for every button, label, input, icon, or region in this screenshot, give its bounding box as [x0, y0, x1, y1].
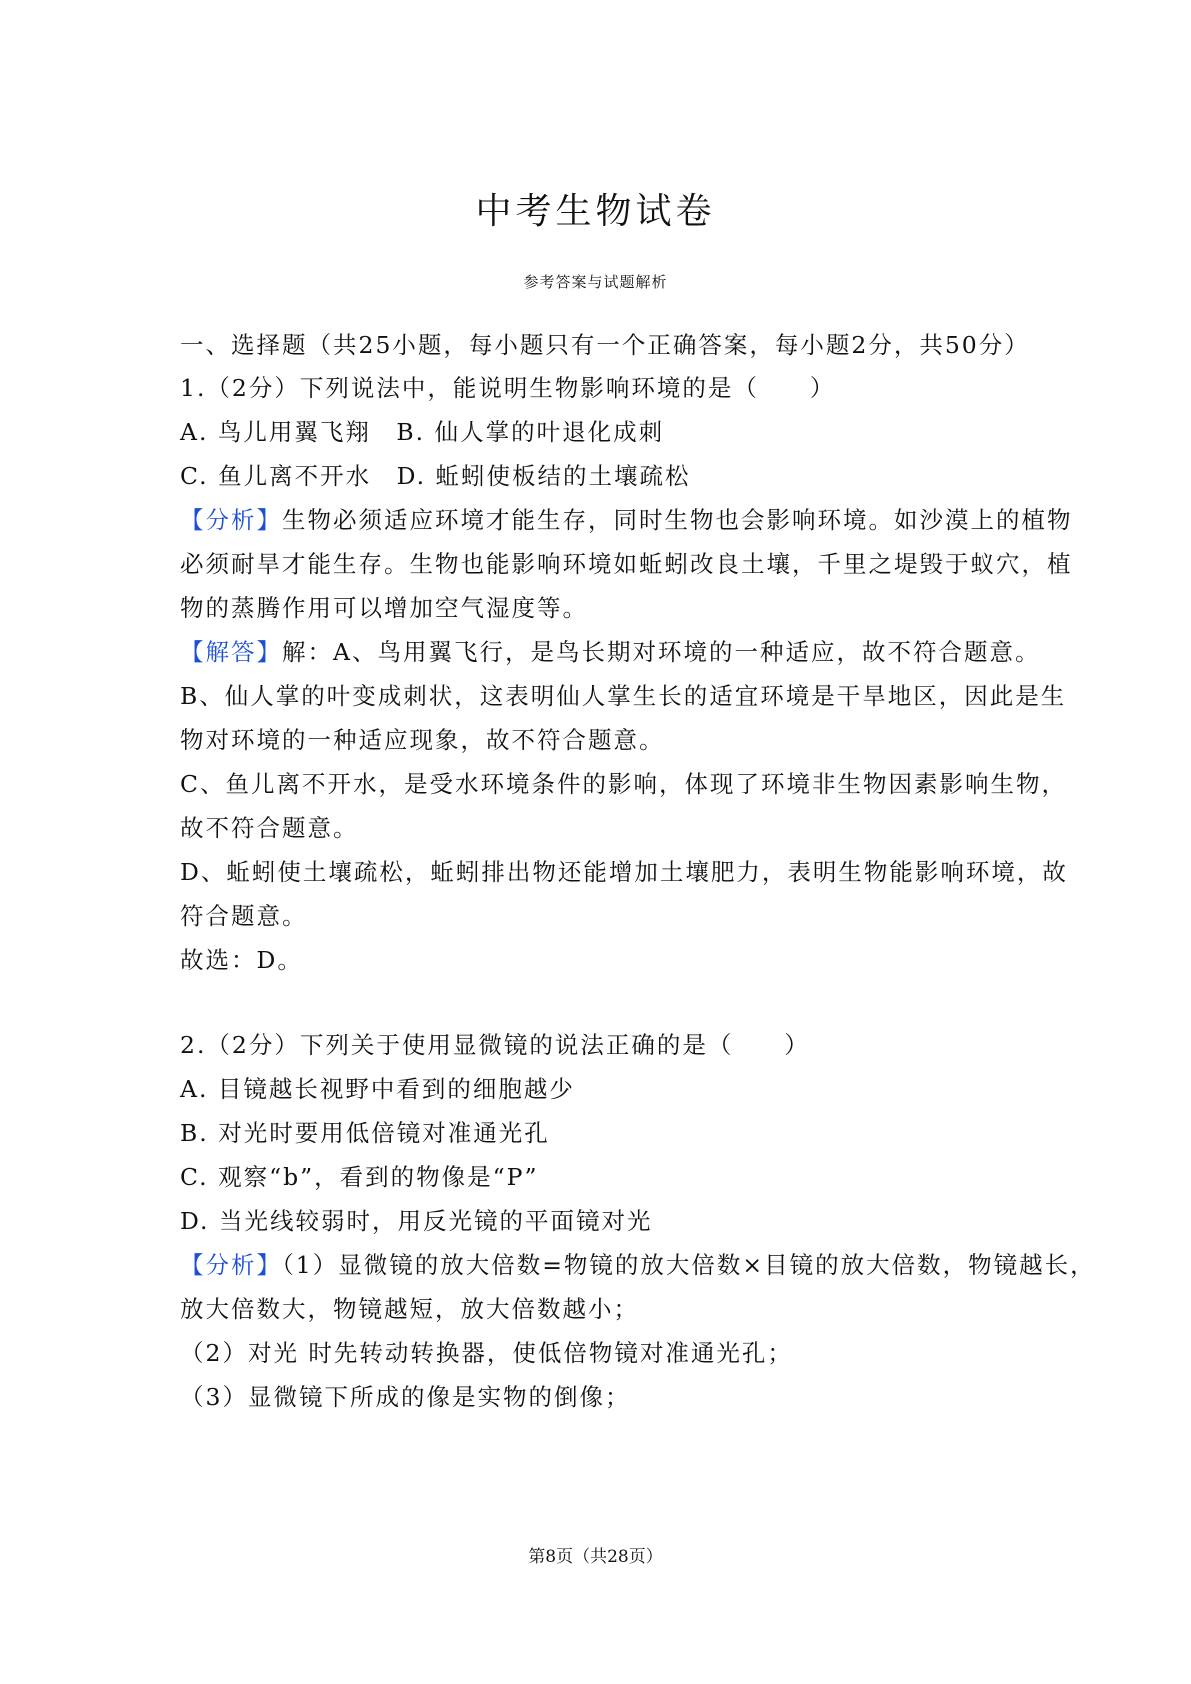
analysis-text: 生物必须适应环境才能生存，同时生物也会影响环境。如沙漠上的植物: [282, 506, 1073, 534]
question-1-options-line: A. 鸟儿用翼飞翔 B. 仙人掌的叶退化成刺: [180, 418, 665, 446]
question-2-stem: 2.（2分）下列关于使用显微镜的说法正确的是（ ）: [180, 1031, 810, 1059]
question-2-option: D. 当光线较弱时，用反光镜的平面镜对光: [180, 1207, 653, 1235]
question-2-analysis-line: [180, 1250, 1096, 1280]
question-2-option: B. 对光时要用低倍镜对准通光孔: [180, 1119, 550, 1147]
question-1-analysis-line: 物的蒸腾作用可以增加空气湿度等。: [180, 594, 588, 622]
section-heading: 一、选择题（共25小题，每小题只有一个正确答案，每小题2分，共50分）: [180, 331, 1030, 359]
analysis-tag: 【分析】: [180, 1251, 282, 1279]
document-title: 中考生物试卷: [475, 191, 716, 232]
question-1-answer-line: B、仙人掌的叶变成刺状，这表明仙人掌生长的适宜环境是干旱地区，因此是生: [180, 682, 1067, 710]
answer-tag: 【解答】: [180, 638, 282, 666]
question-2-analysis-line: （2）对光 时先转动转换器，使低倍物镜对准通光孔；: [180, 1339, 793, 1367]
question-1-answer-line: 故选：D。: [180, 946, 303, 974]
question-2-option: C. 观察“b”，看到的物像是“P”: [180, 1163, 539, 1191]
question-1-answer-line: 物对环境的一种适应现象，故不符合题意。: [180, 726, 665, 754]
question-1-analysis-line: [180, 505, 1073, 535]
document-subtitle: 参考答案与试题解析: [523, 273, 668, 291]
analysis-text: （1）显微镜的放大倍数=物镜的放大倍数×目镜的放大倍数，物镜越长，: [282, 1251, 1096, 1279]
question-2-option: A. 目镜越长视野中看到的细胞越少: [180, 1075, 575, 1103]
question-2-analysis-line: （3）显微镜下所成的像是实物的倒像；: [180, 1383, 631, 1411]
question-1-answer-line: D、蚯蚓使土壤疏松，蚯蚓排出物还能增加土壤肥力，表明生物能影响环境，故: [180, 858, 1068, 886]
question-1-answer-line: [180, 637, 1041, 667]
question-1-options-line: C. 鱼儿离不开水 D. 蚯蚓使板结的土壤疏松: [180, 462, 691, 490]
question-1-answer-line: 符合题意。: [180, 902, 308, 930]
question-1-answer-line: C、鱼儿离不开水，是受水环境条件的影响，体现了环境非生物因素影响生物，: [180, 770, 1067, 798]
question-1-analysis-line: 必须耐旱才能生存。生物也能影响环境如蚯蚓改良土壤，千里之堤毁于蚁穴，植: [180, 550, 1073, 578]
page-footer: 第8页（共28页）: [528, 1547, 663, 1567]
analysis-tag: 【分析】: [180, 506, 282, 534]
answer-text: 解：A、鸟用翼飞行，是鸟长期对环境的一种适应，故不符合题意。: [282, 638, 1041, 666]
question-1-stem: 1.（2分）下列说法中，能说明生物影响环境的是（ ）: [180, 374, 836, 402]
question-2-analysis-line: 放大倍数大，物镜越短，放大倍数越小；: [180, 1295, 639, 1323]
question-1-answer-line: 故不符合题意。: [180, 814, 359, 842]
